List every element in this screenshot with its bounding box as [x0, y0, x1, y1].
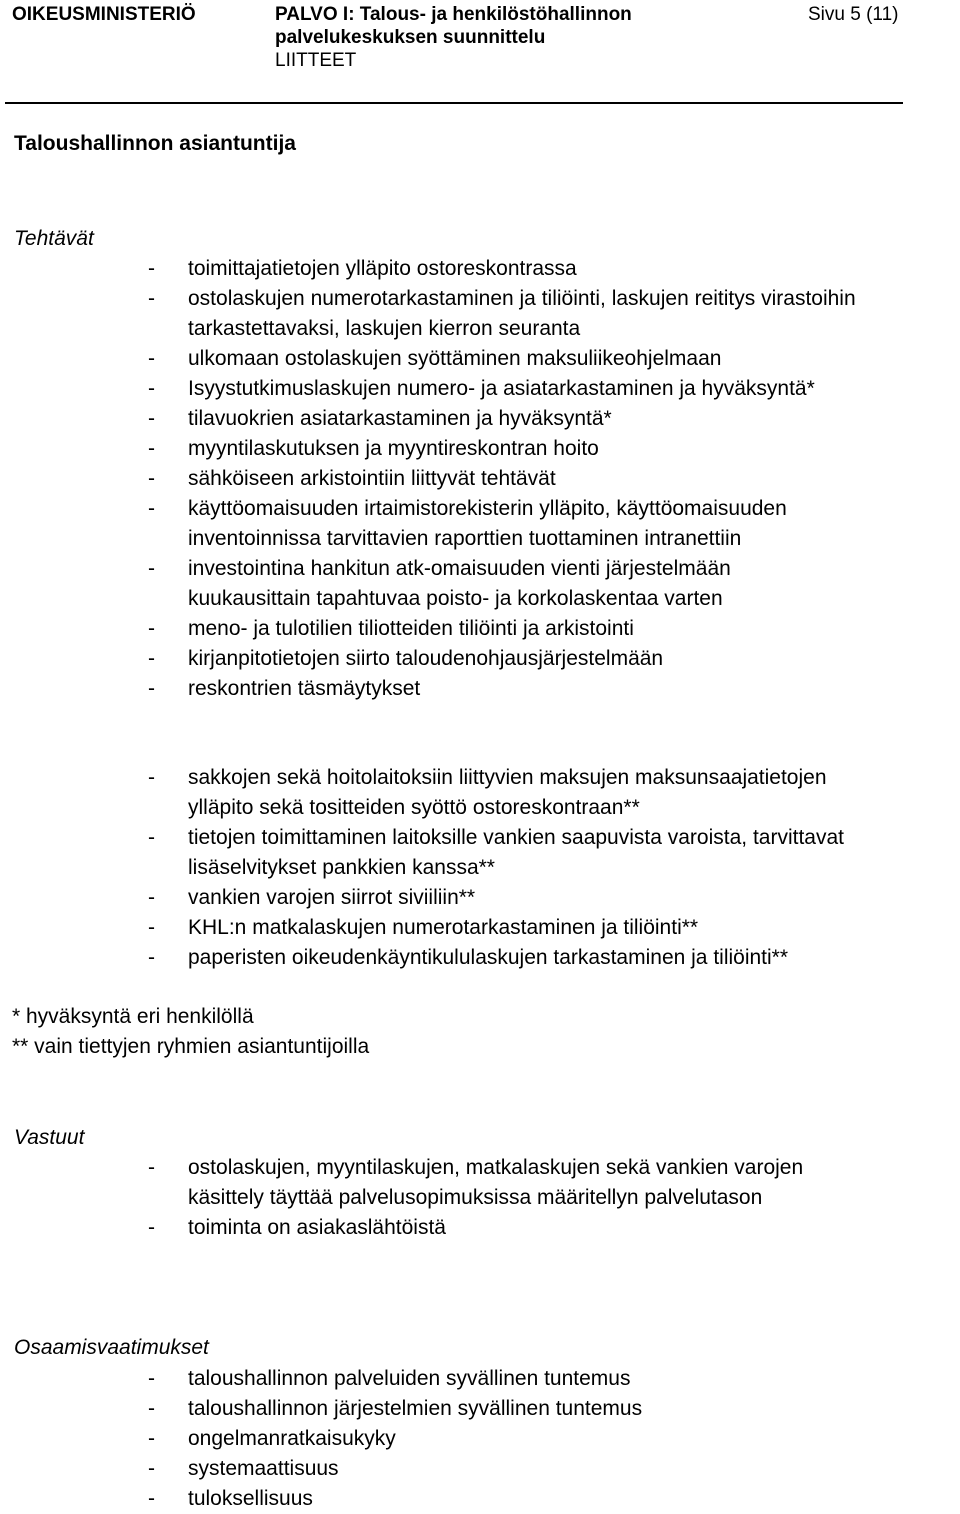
osaamisvaatimukset-list — [148, 1364, 642, 1514]
list-item-text: ostolaskujen, myyntilaskujen, matkalaskujen sekä vankien varojen — [188, 1156, 804, 1179]
dash-bullet: - — [148, 1216, 155, 1239]
dash-bullet: - — [148, 257, 155, 280]
list-item-text: sakkojen sekä hoitolaitoksiin liittyvien maksujen maksunsaajatietojen — [188, 766, 827, 789]
header-project-line3: LIITTEET — [275, 50, 357, 71]
list-item-text: Isyystutkimuslaskujen numero- ja asiatarkastaminen ja hyväksyntä* — [188, 377, 815, 400]
vastuut-list — [148, 1153, 803, 1243]
list-item — [148, 434, 856, 464]
footnote-experts: ** vain tiettyjen ryhmien asiantuntijoilla — [12, 1035, 370, 1058]
dash-bullet: - — [148, 677, 155, 700]
section-heading-osaamisvaatimukset: Osaamisvaatimukset — [14, 1336, 209, 1359]
list-item — [148, 554, 856, 614]
list-item — [148, 344, 856, 374]
extra-tasks-list — [148, 763, 844, 973]
list-item — [148, 284, 856, 344]
list-item-text-cont: ylläpito sekä tositteiden syöttö ostoreskontraan** — [188, 796, 640, 819]
list-item — [148, 883, 844, 913]
list-item — [148, 494, 856, 554]
list-item — [148, 404, 856, 434]
dash-bullet: - — [148, 287, 155, 310]
dash-bullet: - — [148, 617, 155, 640]
list-item-text: tietojen toimittaminen laitoksille vankien saapuvista varoista, tarvittavat — [188, 826, 844, 849]
list-item — [148, 1153, 803, 1213]
list-item-text: sähköiseen arkistointiin liittyvät tehtävät — [188, 467, 556, 490]
list-item-text: toimittajatietojen ylläpito ostoreskontrassa — [188, 257, 577, 280]
list-item-text: ostolaskujen numerotarkastaminen ja tiliöinti, laskujen reititys virastoihin — [188, 287, 856, 310]
dash-bullet: - — [148, 1367, 155, 1390]
dash-bullet: - — [148, 377, 155, 400]
list-item — [148, 674, 856, 704]
dash-bullet: - — [148, 497, 155, 520]
list-item — [148, 374, 856, 404]
list-item — [148, 763, 844, 823]
dash-bullet: - — [148, 407, 155, 430]
list-item-text-cont: inventoinnissa tarvittavien raporttien tuottaminen intranettiin — [188, 527, 742, 550]
list-item-text: kirjanpitotietojen siirto taloudenohjausjärjestelmään — [188, 647, 664, 670]
list-item-text: paperisten oikeudenkäyntikululaskujen tarkastaminen ja tiliöinti** — [188, 946, 789, 969]
list-item — [148, 614, 856, 644]
list-item-text-cont: käsittely täyttää palvelusopimuksissa määritellyn palvelutason — [188, 1186, 763, 1209]
list-item-text: systemaattisuus — [188, 1457, 339, 1480]
dash-bullet: - — [148, 946, 155, 969]
list-item-text: reskontrien täsmäytykset — [188, 677, 421, 700]
list-item — [148, 464, 856, 494]
list-item-text: ulkomaan ostolaskujen syöttäminen maksuliikeohjelmaan — [188, 347, 722, 370]
list-item-text: tuloksellisuus — [188, 1487, 313, 1510]
list-item-text-cont: kuukausittain tapahtuvaa poisto- ja korkolaskentaa varten — [188, 587, 723, 610]
dash-bullet: - — [148, 437, 155, 460]
list-item-text: meno- ja tulotilien tiliotteiden tiliöinti ja arkistointi — [188, 617, 634, 640]
list-item-text-cont: lisäselvitykset pankkien kanssa** — [188, 856, 495, 879]
header-project — [275, 3, 632, 72]
list-item — [148, 644, 856, 674]
list-item-text: KHL:n matkalaskujen numerotarkastaminen ja tiliöinti** — [188, 916, 699, 939]
dash-bullet: - — [148, 1397, 155, 1420]
list-item — [148, 1213, 803, 1243]
footnote-approval: * hyväksyntä eri henkilöllä — [12, 1005, 254, 1028]
section-heading-tehtavat: Tehtävät — [14, 227, 94, 250]
list-item-text: vankien varojen siirrot siviiliin** — [188, 886, 476, 909]
dash-bullet: - — [148, 886, 155, 909]
header-page-number: Sivu 5 (11) — [808, 4, 899, 25]
header-project-line1: PALVO I: Talous- ja henkilöstöhallinnon — [275, 4, 632, 25]
tehtavat-list — [148, 254, 856, 704]
list-item-text: käyttöomaisuuden irtaimistorekisterin ylläpito, käyttöomaisuuden — [188, 497, 787, 520]
dash-bullet: - — [148, 557, 155, 580]
section-heading-vastuut: Vastuut — [14, 1126, 85, 1149]
list-item-text: myyntilaskutuksen ja myyntireskontran hoito — [188, 437, 599, 460]
list-item — [148, 1424, 642, 1454]
list-item — [148, 913, 844, 943]
list-item-text: ongelmanratkaisukyky — [188, 1427, 396, 1450]
dash-bullet: - — [148, 1427, 155, 1450]
dash-bullet: - — [148, 1457, 155, 1480]
dash-bullet: - — [148, 347, 155, 370]
list-item — [148, 1484, 642, 1514]
list-item — [148, 1364, 642, 1394]
header-divider — [5, 102, 903, 104]
footnotes — [12, 1002, 369, 1062]
page-title: Taloushallinnon asiantuntija — [14, 132, 296, 155]
list-item-text: toiminta on asiakaslähtöistä — [188, 1216, 446, 1239]
list-item — [148, 1454, 642, 1484]
dash-bullet: - — [148, 1156, 155, 1179]
dash-bullet: - — [148, 766, 155, 789]
list-item — [148, 254, 856, 284]
list-item-text: tilavuokrien asiatarkastaminen ja hyväksyntä* — [188, 407, 612, 430]
list-item-text: taloushallinnon järjestelmien syvällinen tuntemus — [188, 1397, 643, 1420]
dash-bullet: - — [148, 467, 155, 490]
dash-bullet: - — [148, 1487, 155, 1510]
list-item-text: taloushallinnon palveluiden syvällinen tuntemus — [188, 1367, 631, 1390]
dash-bullet: - — [148, 916, 155, 939]
list-item-text-cont: tarkastettavaksi, laskujen kierron seuranta — [188, 317, 581, 340]
dash-bullet: - — [148, 647, 155, 670]
list-item — [148, 943, 844, 973]
list-item-text: investointina hankitun atk-omaisuuden vienti järjestelmään — [188, 557, 731, 580]
list-item — [148, 823, 844, 883]
list-item — [148, 1394, 642, 1424]
header-ministry: OIKEUSMINISTERIÖ — [12, 4, 196, 25]
dash-bullet: - — [148, 826, 155, 849]
header-project-line2: palvelukeskuksen suunnittelu — [275, 27, 546, 48]
